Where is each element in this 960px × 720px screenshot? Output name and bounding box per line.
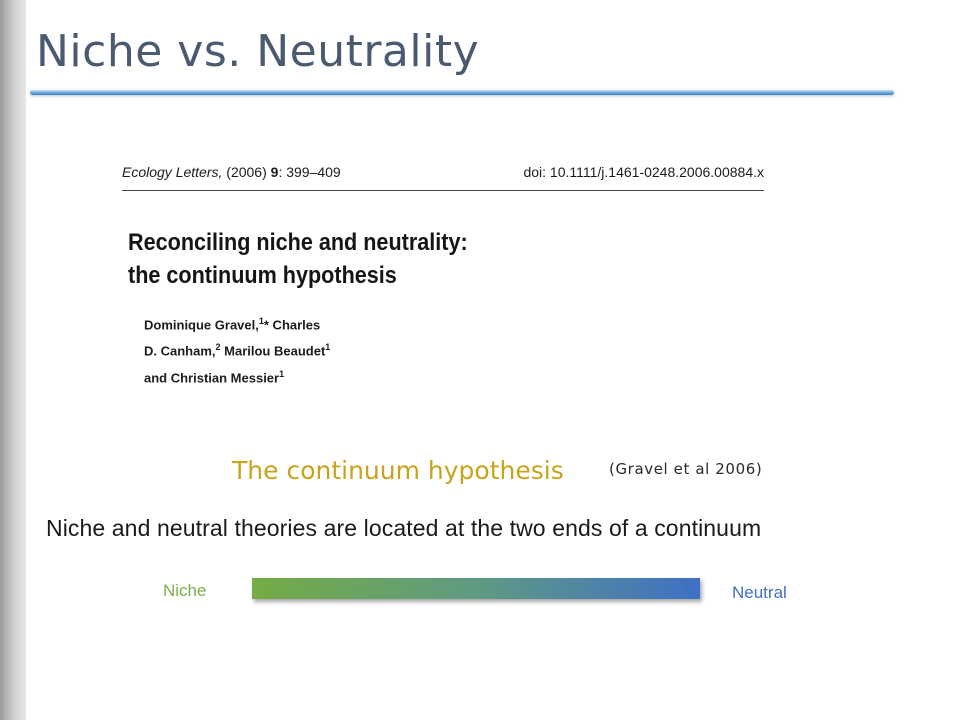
author-affiliation: 1 [325, 342, 331, 353]
paper-title-line-2: the continuum hypothesis [128, 262, 397, 289]
journal-volume: 9 [270, 164, 279, 180]
continuum-label-niche: Niche [163, 581, 207, 600]
journal-year: (2006) [226, 164, 267, 180]
journal-issue [226, 164, 340, 180]
author-name: and Christian Messier [144, 369, 280, 385]
continuum-statement: Niche and neutral theories are located at the two ends of a continuum [46, 515, 762, 541]
paper-title-line-1: Reconciling niche and neutrality: [128, 229, 468, 256]
author-name: Dominique Gravel, [144, 317, 259, 333]
journal-pages: : 399–409 [278, 164, 341, 180]
slide-title: Niche vs. Neutrality [36, 26, 480, 77]
continuum-gradient-bar [252, 578, 700, 599]
author-affiliation: 2 [215, 342, 221, 353]
author-name: * Charles [263, 317, 321, 333]
journal-citation [122, 164, 341, 180]
paper-authors [144, 310, 330, 389]
continuum-label-neutral: Neutral [732, 583, 787, 602]
slide-left-accent-bar [0, 0, 26, 720]
paper-header-rule [122, 190, 764, 191]
continuum-heading: The continuum hypothesis [232, 456, 564, 485]
paper-title [128, 226, 668, 292]
author-line-1 [144, 310, 330, 336]
author-line-2 [144, 336, 330, 362]
author-affiliation: 1 [279, 368, 285, 379]
journal-name: Ecology Letters, [122, 164, 223, 180]
citation: (Gravel et al 2006) [609, 460, 763, 478]
author-line-3 [144, 363, 330, 389]
author-name: D. Canham, [144, 343, 216, 359]
author-affiliation: 1 [258, 316, 264, 326]
author-name: Marilou Beaudet [220, 343, 326, 359]
paper-header-excerpt [122, 156, 764, 385]
paper-doi: doi: 10.1111/j.1461-0248.2006.00884.x [523, 164, 764, 180]
title-underline [30, 90, 894, 95]
